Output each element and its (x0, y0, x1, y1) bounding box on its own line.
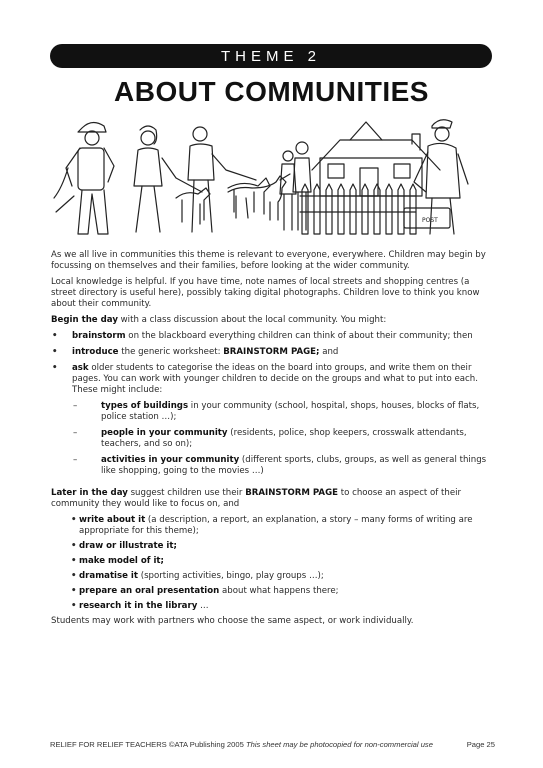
later-paragraph: Later in the day suggest children use their BRAINSTORM PAGE to choose an aspect of their community they would like to focus on, and (51, 488, 462, 509)
woman-with-dog (134, 126, 210, 232)
main-text (51, 250, 497, 632)
firefighter-figure (54, 122, 114, 234)
page-title: ABOUT COMMUNITIES (114, 76, 429, 107)
page-footer (50, 740, 495, 749)
activity-item: • make model of it; (71, 556, 164, 566)
picket-fence (300, 184, 416, 234)
post-bag-label: POST (422, 217, 438, 224)
activity-item: • research it in the library … (71, 601, 209, 611)
closing-paragraph: Students may work with partners who choose the same aspect, or work individually. (51, 616, 414, 626)
theme-label: THEME 2 (220, 47, 321, 65)
list-item: • brainstorm on the blackboard everything children can think of about their community; then (52, 331, 473, 341)
activity-item: • prepare an oral presentation about what happens there; (71, 586, 339, 596)
activity-item: • draw or illustrate it; (71, 541, 177, 551)
sub-list-item: – types of buildings in your community (school, hospital, shops, houses, blocks of flats, police station …); (73, 401, 480, 422)
community-illustration (50, 108, 496, 244)
activity-item: • dramatise it (sporting activities, bingo, play groups …); (71, 571, 324, 581)
list-item: • ask older students to categorise the ideas on the board into groups, and write them on their pages. You can work with younger children to decide on the groups and what to put into each. These might include: (52, 363, 478, 395)
sub-list-item: – people in your community (residents, police, shop keepers, crosswalk attendants, teachers, and so on); (73, 428, 467, 449)
sub-list-item: – activities in your community (different sports, clubs, groups, as well as general things like shopping, going to the movies …) (73, 455, 487, 476)
theme-banner (50, 44, 492, 68)
begin-paragraph: Begin the day with a class discussion about the local community. You might: (51, 315, 387, 325)
activity-item: • write about it (a description, a report, an explanation, a story – many forms of writing are appropriate for this theme); (71, 515, 473, 536)
footer-credit: RELIEF FOR RELIEF TEACHERS ©ATA Publishing 2005 This sheet may be photocopied for non-commercial use (50, 740, 433, 749)
intro-paragraph-2: Local knowledge is helpful. If you have time, note names of local streets and shopping centres (a street directory is useful here), possibly taking digital photographs. Children love to think you know about their community. (51, 277, 480, 309)
list-item: • introduce the generic worksheet: BRAINSTORM PAGE; and (52, 347, 339, 357)
page-number: Page 25 (466, 740, 495, 749)
intro-paragraph-1: As we all live in communities this theme is relevant to everyone, everywhere. Children may begin by focussing on themselves and their families, before looking at the wider community. (51, 250, 486, 271)
